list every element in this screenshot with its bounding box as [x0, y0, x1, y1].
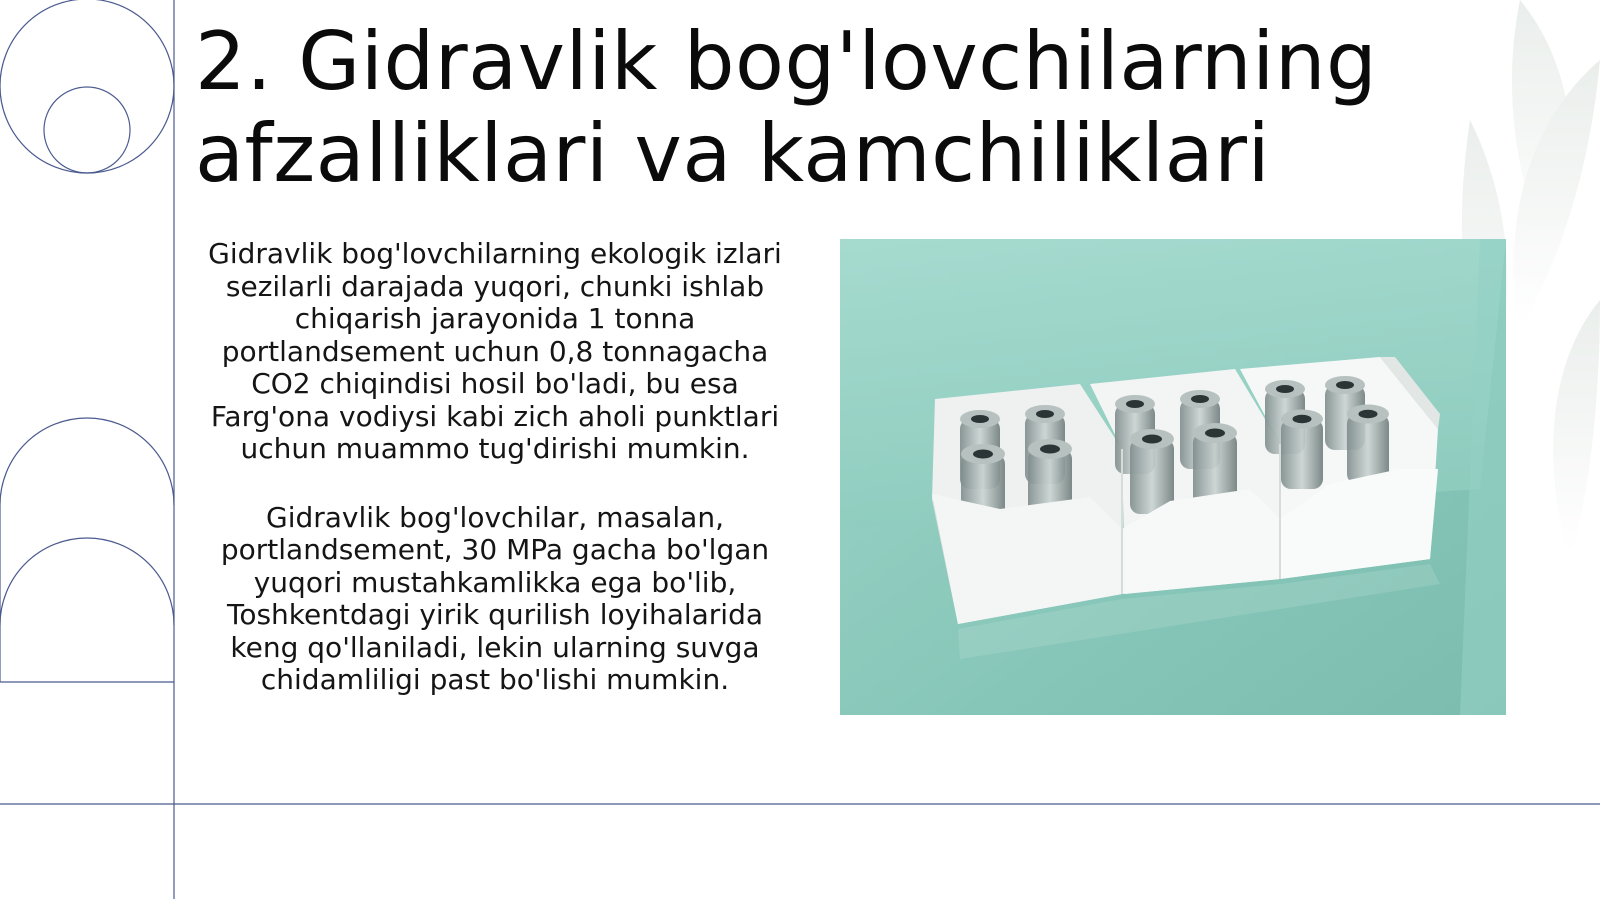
slide-title: 2. Gidravlik bog'lovchilarning afzalliklari va kamchiliklari: [195, 15, 1378, 200]
paragraph-ecology: Gidravlik bog'lovchilarning ekologik izlari sezilarli darajada yuqori, chunki ishlab chiqarish jarayonida 1 tonna portlandsement uchun 0,8 tonnagacha CO2 chiqindisi hosil bo'ladi, bu esa Farg'ona vodiysi kabi zich aholi punktlari uchun muammo tug'dirishi mumkin.: [208, 237, 782, 465]
body-text: [200, 238, 790, 733]
vials-in-boxes-photo: [840, 239, 1506, 715]
vials-illustration: [840, 239, 1506, 715]
paragraph-strength: Gidravlik bog'lovchilar, masalan, portlandsement, 30 MPa gacha bo'lgan yuqori mustahkamlikka ega bo'lib, Toshkentdagi yirik qurilish loyihalarida keng qo'llaniladi, lekin ularning suvga chidamliligi past bo'lishi mumkin.: [220, 500, 770, 696]
